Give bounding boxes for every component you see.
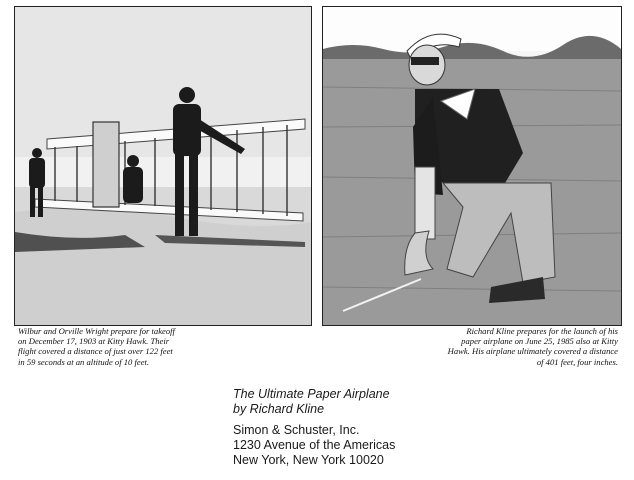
richard-kline-photo bbox=[322, 6, 622, 326]
wright-glider-illustration bbox=[15, 7, 311, 325]
kline-photo-caption: Richard Kline prepares for the launch of his paper airplane on June 25, 1985 also at Kitty Hawk. His airplane ultimately covered a distance of 401 feet, four inches. bbox=[447, 326, 618, 367]
publisher-info bbox=[233, 423, 395, 468]
book-author: by Richard Kline bbox=[233, 402, 325, 416]
book-title: The Ultimate Paper Airplane bbox=[233, 387, 390, 401]
publisher-address-line1: 1230 Avenue of the Americas bbox=[233, 438, 396, 452]
wright-photo-caption: Wilbur and Orville Wright prepare for takeoff on December 17, 1903 at Kitty Hawk. Their flight covered a distance of just over 122 feet in 59 seconds at an altitude of 10 feet. bbox=[18, 326, 175, 367]
kline-launch-illustration bbox=[323, 7, 621, 325]
publisher-address-line2: New York, New York 10020 bbox=[233, 453, 384, 467]
wright-brothers-photo bbox=[14, 6, 312, 326]
book-info bbox=[233, 387, 390, 417]
publisher-name: Simon & Schuster, Inc. bbox=[233, 423, 360, 437]
